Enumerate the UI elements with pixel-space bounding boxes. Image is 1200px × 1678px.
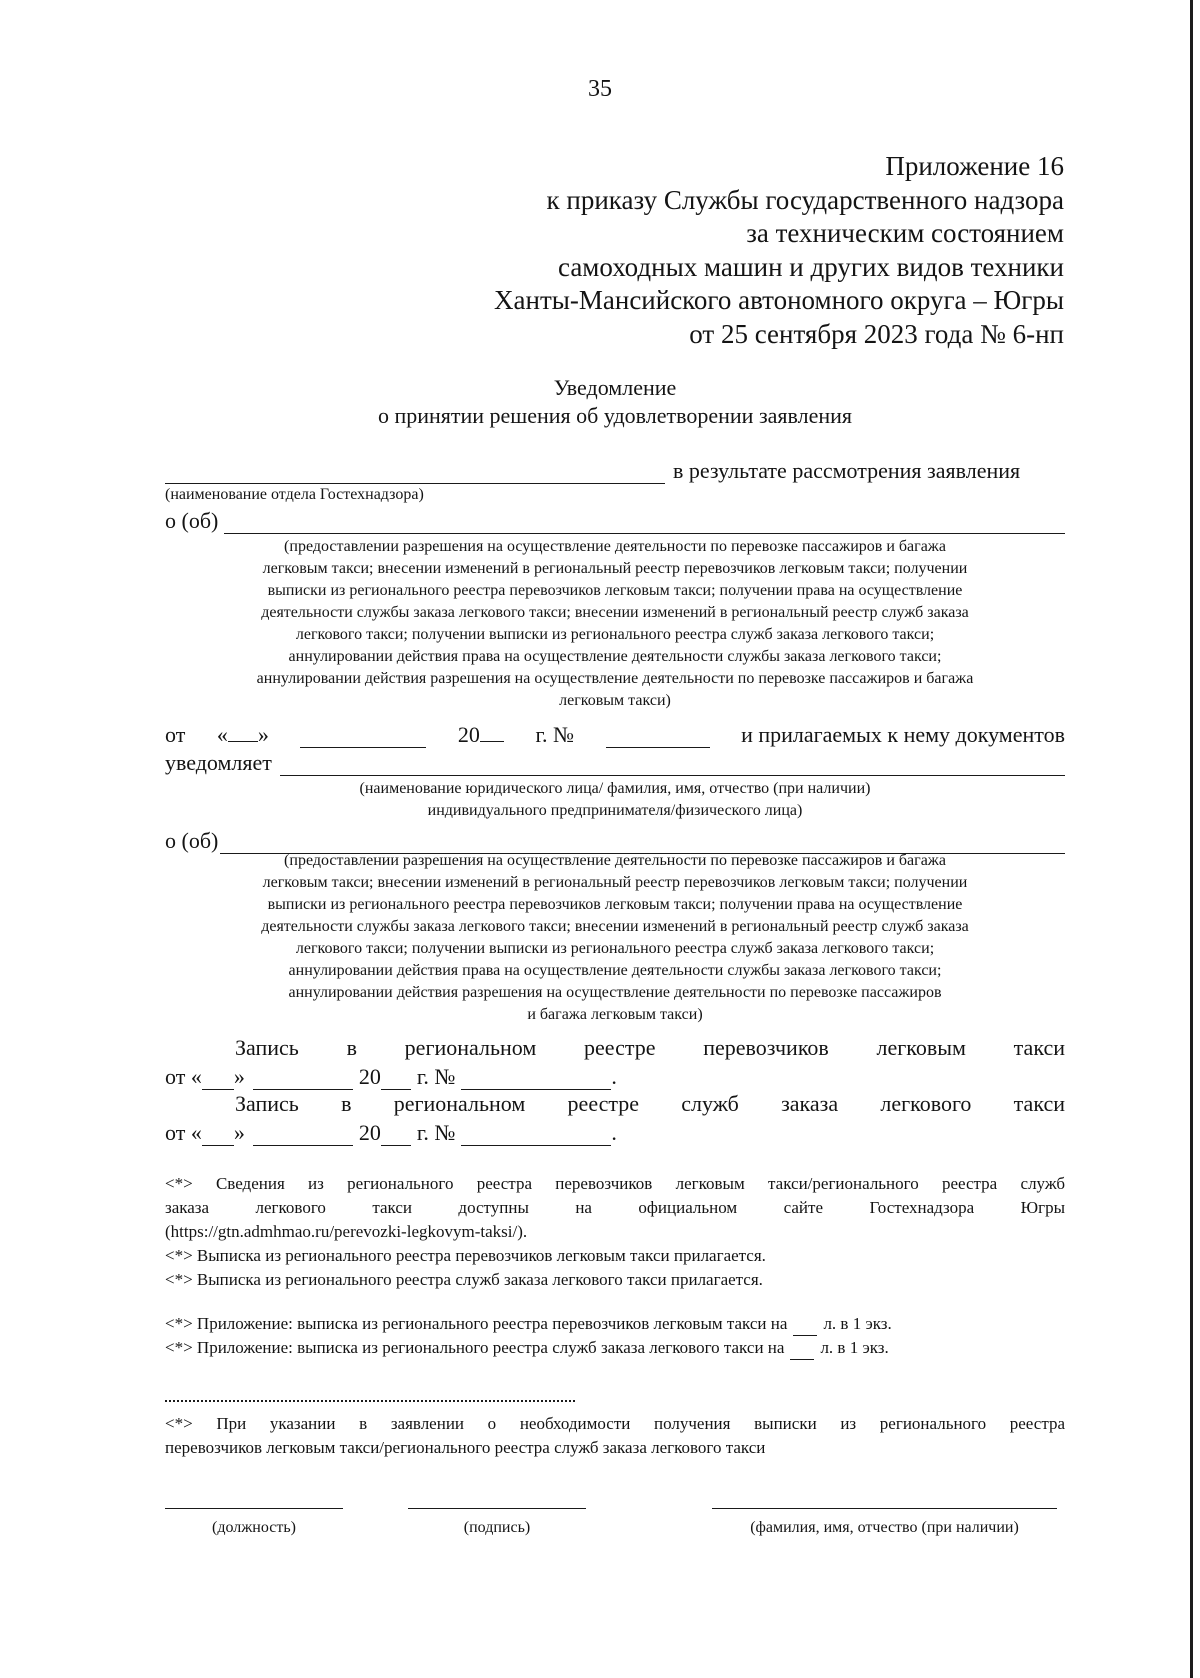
signature-block: [408, 1490, 586, 1537]
notes-block: [165, 1172, 1065, 1292]
annex-line: от 25 сентября 2023 года № 6-нп: [689, 318, 1064, 349]
hint-line: (предоставлении разрешения на осуществление деятельности по перевозке пассажиров и багажа: [284, 852, 946, 869]
department-name-field[interactable]: [165, 465, 665, 484]
signature-caption: (подпись): [463, 1519, 531, 1536]
annex-line: Приложение 16: [885, 151, 1064, 181]
hint-line: легкового такси; получении выписки из регионального реестра служб заказа легкового такси;: [295, 626, 935, 643]
application-date-block: [165, 720, 1065, 854]
carriers-year-field[interactable]: [381, 1071, 411, 1090]
close-quote: »: [257, 722, 269, 747]
decision-subject-hint: [165, 850, 1065, 1026]
from-label: от: [165, 722, 186, 747]
services-record-number-field[interactable]: [461, 1127, 611, 1146]
carriers-record-number-field[interactable]: [461, 1071, 611, 1090]
attachment-suffix: л. в 1 экз.: [823, 1314, 892, 1333]
century-label: 20: [457, 722, 480, 747]
from-label: от «: [165, 1120, 202, 1145]
title-line: о принятии решения об удовлетворении заявления: [377, 403, 853, 428]
annex-line: Ханты-Мансийского автономного округа – Югры: [494, 285, 1064, 315]
attachment-carriers-text: <*> Приложение: выписка из регионального реестра перевозчиков легковым такси на: [165, 1314, 788, 1333]
page-number: 35: [588, 76, 612, 102]
annex-line: самоходных машин и других видов техники: [558, 251, 1064, 282]
services-sheets-field[interactable]: [790, 1345, 814, 1360]
note-line: <*> Сведения из регионального реестра перевозчиков легковым такси/регионального реестра служб: [165, 1174, 1065, 1193]
footnote-block: [165, 1412, 1065, 1460]
month-field[interactable]: [300, 729, 426, 748]
close-quote: »: [233, 1120, 245, 1145]
hint-line: легковым такси): [559, 692, 671, 709]
hint-line: аннулировании действия разрешения на осуществление деятельности по перевозке пассажиров и багажа: [256, 670, 974, 687]
applicant-hint: [165, 778, 1065, 822]
year-number-label: г. №: [535, 722, 574, 747]
hint-line: выписки из регионального реестра перевозчиков легковым такси; получении права на осуществление: [267, 582, 963, 599]
hint-line: легковым такси; внесении изменений в региональный реестр перевозчиков легковым такси; получении: [262, 874, 968, 891]
hint-line: деятельности службы заказа легкового такси; внесении изменений в региональный реестр служб заказа: [261, 604, 969, 621]
page-edge-line: [1190, 0, 1193, 1678]
document-title: [0, 374, 1200, 430]
hint-line: (предоставлении разрешения на осуществление деятельности по перевозке пассажиров и багажа: [284, 538, 946, 555]
intro-block: [165, 456, 1065, 534]
hint-line: аннулировании действия разрешения на осуществление деятельности по перевозке пассажиров: [288, 984, 942, 1001]
attachment-services-text: <*> Приложение: выписка из регионального реестра служб заказа легкового такси на: [165, 1338, 785, 1357]
carriers-day-field[interactable]: [202, 1071, 234, 1090]
hint-line: легкового такси; получении выписки из регионального реестра служб заказа легкового такси;: [295, 940, 935, 957]
from-label: от «: [165, 1064, 202, 1089]
hint-line: легковым такси; внесении изменений в региональный реестр перевозчиков легковым такси; получении: [262, 560, 968, 577]
department-hint: (наименование отдела Гостехнадзора): [165, 486, 424, 503]
footnote-line: перевозчиков легковым такси/регионального реестра служб заказа легкового такси: [165, 1438, 766, 1457]
signature-field[interactable]: [408, 1490, 586, 1509]
attachment-suffix: л. в 1 экз.: [820, 1338, 889, 1357]
period: .: [611, 1120, 617, 1145]
century-label: 20: [358, 1064, 381, 1089]
result-text: в результате рассмотрения заявления: [673, 458, 1021, 483]
full-name-caption: (фамилия, имя, отчество (при наличии): [750, 1519, 1019, 1536]
annex-line: за техническим состоянием: [746, 218, 1064, 248]
hint-line: и багажа легковым такси): [527, 1006, 703, 1023]
attachments-block: [165, 1312, 1065, 1360]
carriers-month-field[interactable]: [253, 1071, 353, 1090]
about-prefix: о (об): [165, 828, 219, 853]
dotted-separator: [165, 1400, 575, 1402]
carriers-sheets-field[interactable]: [793, 1321, 817, 1336]
record-services-text: Запись в региональном реестре служб заказа легкового такси: [235, 1091, 1065, 1116]
services-year-field[interactable]: [381, 1127, 411, 1146]
footnote-line: <*> При указании в заявлении о необходимости получения выписки из регионального реестра: [165, 1414, 1065, 1433]
period: .: [611, 1064, 617, 1089]
record-carriers-text: Запись в региональном реестре перевозчиков легковым такси: [235, 1035, 1065, 1060]
year-number-label: г. №: [416, 1120, 456, 1145]
full-name-field[interactable]: [712, 1490, 1057, 1509]
open-quote: «: [216, 722, 228, 747]
hint-line: индивидуального предпринимателя/физического лица): [427, 802, 803, 819]
hint-line: выписки из регионального реестра перевозчиков легковым такси; получении права на осуществление: [267, 896, 963, 913]
year-field[interactable]: [480, 723, 504, 742]
century-label: 20: [358, 1120, 381, 1145]
attached-docs-text: и прилагаемых к нему документов: [741, 722, 1065, 747]
note-line: заказа легкового такси доступны на официальном сайте Гостехнадзора Югры: [165, 1198, 1065, 1217]
services-day-field[interactable]: [202, 1127, 234, 1146]
close-quote: »: [233, 1064, 245, 1089]
annex-line: к приказу Службы государственного надзора: [546, 184, 1064, 215]
subject-field[interactable]: [224, 515, 1065, 534]
services-month-field[interactable]: [253, 1127, 353, 1146]
year-number-label: г. №: [416, 1064, 456, 1089]
footnote-separator: [165, 1400, 1065, 1402]
hint-line: (наименование юридического лица/ фамилия, имя, отчество (при наличии): [359, 780, 871, 797]
position-signature-block: [165, 1490, 343, 1537]
annex-header: [494, 150, 1064, 351]
note-line: <*> Выписка из регионального реестра перевозчиков легковым такси прилагается.: [165, 1246, 766, 1265]
hint-line: аннулировании действия права на осуществление деятельности службы заказа легкового такси;: [288, 962, 942, 979]
position-field[interactable]: [165, 1490, 343, 1509]
position-caption: (должность): [212, 1519, 296, 1536]
title-line: Уведомление: [553, 375, 677, 400]
note-line: <*> Выписка из регионального реестра служб заказа легкового такси прилагается.: [165, 1270, 763, 1289]
application-number-field[interactable]: [606, 729, 710, 748]
hint-line: деятельности службы заказа легкового такси; внесении изменений в региональный реестр служб заказа: [261, 918, 969, 935]
about-prefix: о (об): [165, 508, 219, 533]
applicant-name-field[interactable]: [280, 757, 1065, 776]
website-link[interactable]: (https://gtn.admhmao.ru/perevozki-legkovym-taksi/).: [165, 1222, 528, 1241]
day-field[interactable]: [228, 723, 258, 742]
notify-label: уведомляет: [165, 750, 272, 775]
full-name-block: [712, 1490, 1057, 1537]
hint-line: аннулировании действия права на осуществление деятельности службы заказа легкового такси;: [288, 648, 942, 665]
subject-hint: [165, 536, 1065, 712]
registry-records: [165, 1034, 1065, 1146]
